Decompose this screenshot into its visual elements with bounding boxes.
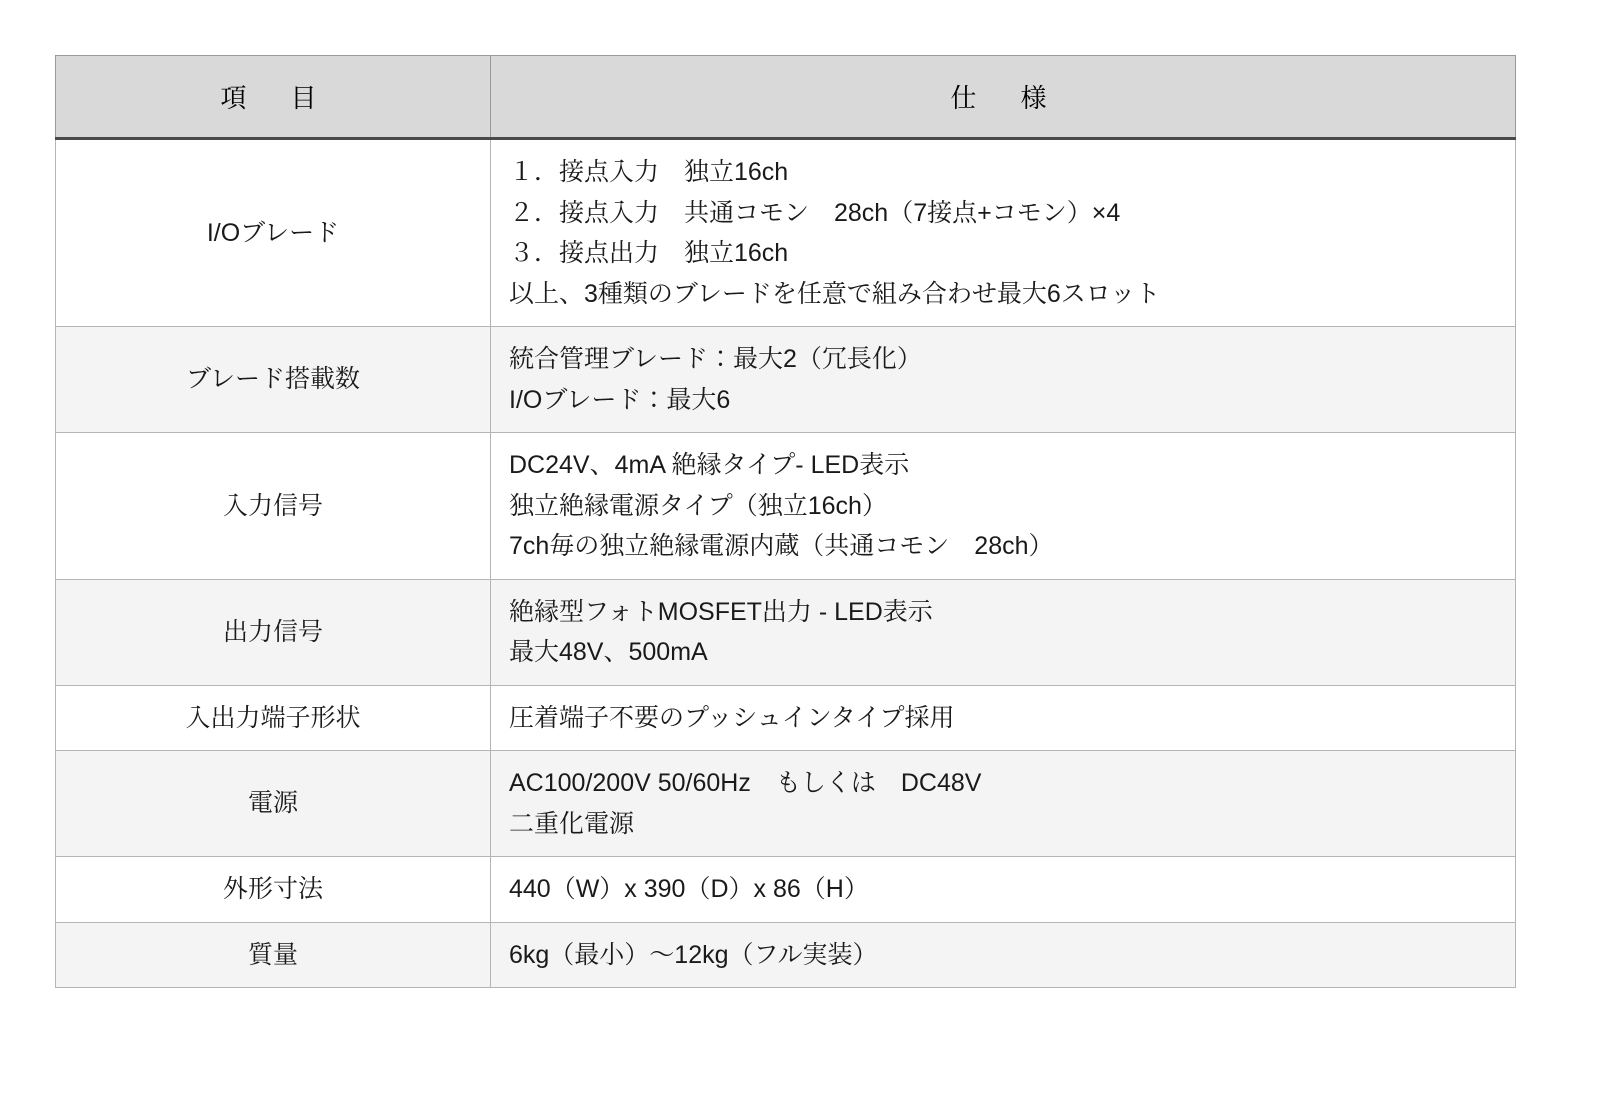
spec-line: 7ch毎の独立絶縁電源内蔵（共通コモン 28ch） [509, 532, 1054, 560]
spec-line: 独立絶縁電源タイプ（独立16ch） [509, 491, 887, 520]
table-cell-item: 出力信号 [56, 579, 491, 685]
table-row [56, 139, 1516, 327]
header-row [56, 56, 1516, 139]
table-row [56, 579, 1516, 685]
table-row [56, 857, 1516, 923]
table-row [56, 685, 1516, 751]
table-cell-spec [491, 857, 1516, 923]
spec-line: 統合管理ブレード：最大2（冗長化） [509, 345, 922, 373]
column-header-spec: 仕 様 [491, 56, 1516, 139]
table-cell-item: I/Oブレード [56, 139, 491, 327]
table-cell-item: 電源 [56, 751, 491, 857]
table-row [56, 433, 1516, 580]
table-row [56, 327, 1516, 433]
table-cell-spec [491, 751, 1516, 857]
table-header [56, 56, 1516, 139]
spec-line: 最大48V、500mA [509, 638, 708, 666]
spec-line: DC24V、4mA 絶縁タイプ- LED表示 [509, 451, 910, 479]
table-cell-item: 入出力端子形状 [56, 685, 491, 751]
spec-line: 二重化電源 [509, 809, 635, 838]
table-row [56, 751, 1516, 857]
spec-line: ２．接点入力 共通コモン 28ch（7接点+コモン）×4 [509, 198, 1121, 227]
spec-line: 6kg（最小）～12kg（フル実装） [509, 940, 878, 969]
table-cell-item: 質量 [56, 922, 491, 988]
table-row [56, 922, 1516, 988]
table-cell-spec [491, 579, 1516, 685]
spec-line: AC100/200V 50/60Hz もしくは DC48V [509, 769, 982, 797]
spec-line: 以上、3種類のブレードを任意で組み合わせ最大6スロット [509, 279, 1161, 308]
table-cell-spec [491, 139, 1516, 327]
table-cell-spec [491, 327, 1516, 433]
spec-line: 440（W）x 390（D）x 86（H） [509, 875, 869, 903]
table-cell-item: 入力信号 [56, 433, 491, 580]
table-cell-item: 外形寸法 [56, 857, 491, 923]
spec-line: ３．接点出力 独立16ch [509, 239, 789, 267]
spec-line: １．接点入力 独立16ch [509, 158, 789, 186]
table-cell-spec [491, 433, 1516, 580]
spec-line: 絶縁型フォトMOSFET出力 - LED表示 [509, 597, 933, 626]
column-header-item: 項 目 [56, 56, 491, 139]
spec-line: 圧着端子不要のプッシュインタイプ採用 [509, 703, 955, 732]
table-cell-item: ブレード搭載数 [56, 327, 491, 433]
spec-line: I/Oブレード：最大6 [509, 385, 731, 414]
table-cell-spec [491, 685, 1516, 751]
table-cell-spec [491, 922, 1516, 988]
specification-table [55, 55, 1516, 988]
table-body [56, 139, 1516, 988]
